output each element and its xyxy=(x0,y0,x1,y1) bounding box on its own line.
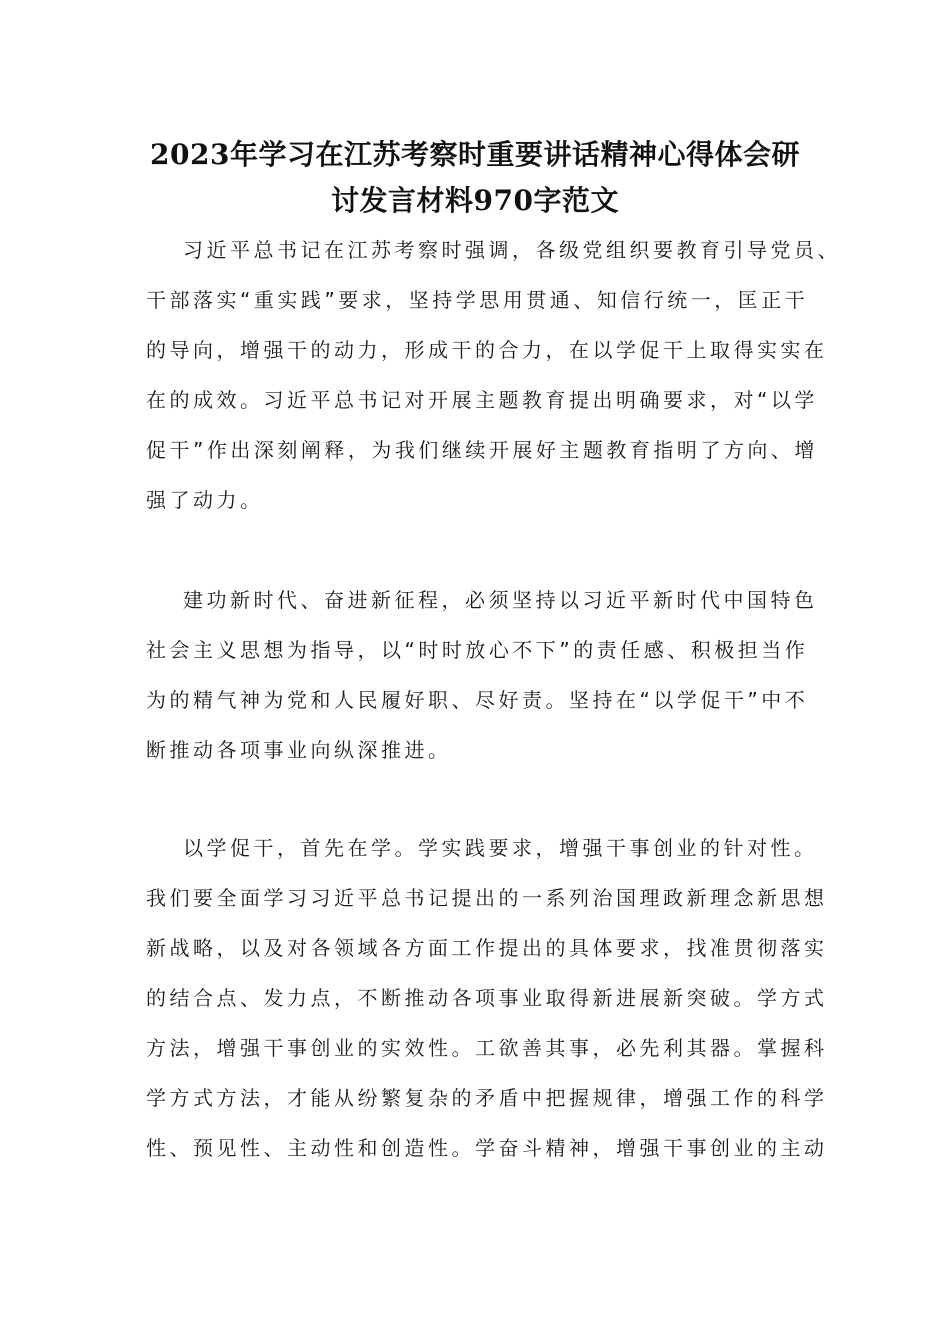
paragraph-line: 促干”作出深刻阐释，为我们继续开展好主题教育指明了方向、增 xyxy=(146,438,818,462)
document-title-line-2: 讨发言材料970字范文 xyxy=(331,184,619,217)
paragraph-line: 我们要全面学习习近平总书记提出的一系列治国理政新理念新思想 xyxy=(146,886,828,910)
paragraph-line: 新战略，以及对各领域各方面工作提出的具体要求，找准贯彻落实 xyxy=(146,936,828,960)
paragraph-line: 在的成效。习近平总书记对开展主题教育提出明确要求，对“以学 xyxy=(146,388,818,412)
paragraph-line: 断推动各项事业向纵深推进。 xyxy=(146,738,452,762)
paragraph-line: 学方式方法，才能从纷繁复杂的矛盾中把握规律，增强工作的科学 xyxy=(146,1086,828,1110)
document-title-line-1: 2023年学习在江苏考察时重要讲话精神心得体会研 xyxy=(150,138,800,171)
paragraph-line: 以学促干，首先在学。学实践要求，增强干事创业的针对性。 xyxy=(183,836,818,860)
paragraph-line: 强了动力。 xyxy=(146,488,264,512)
paragraph-line: 性、预见性、主动性和创造性。学奋斗精神，增强干事创业的主动 xyxy=(146,1136,828,1160)
paragraph-line: 习近平总书记在江苏考察时强调，各级党组织要教育引导党员、 xyxy=(183,238,841,262)
paragraph-line: 社会主义思想为指导，以“时时放心不下”的责任感、积极担当作 xyxy=(146,638,809,662)
paragraph-line: 建功新时代、奋进新征程，必须坚持以习近平新时代中国特色 xyxy=(183,588,818,612)
paragraph-line: 的导向，增强干的动力，形成干的合力，在以学促干上取得实实在 xyxy=(146,338,828,362)
paragraph-line: 干部落实“重实践”要求，坚持学思用贯通、知信行统一，匡正干 xyxy=(146,288,809,312)
paragraph-line: 方法，增强干事创业的实效性。工欲善其事，必先利其器。掌握科 xyxy=(146,1036,828,1060)
paragraph-line: 的结合点、发力点，不断推动各项事业取得新进展新突破。学方式 xyxy=(146,986,828,1010)
paragraph-line: 为的精气神为党和人民履好职、尽好责。坚持在“以学促干”中不 xyxy=(146,688,809,712)
